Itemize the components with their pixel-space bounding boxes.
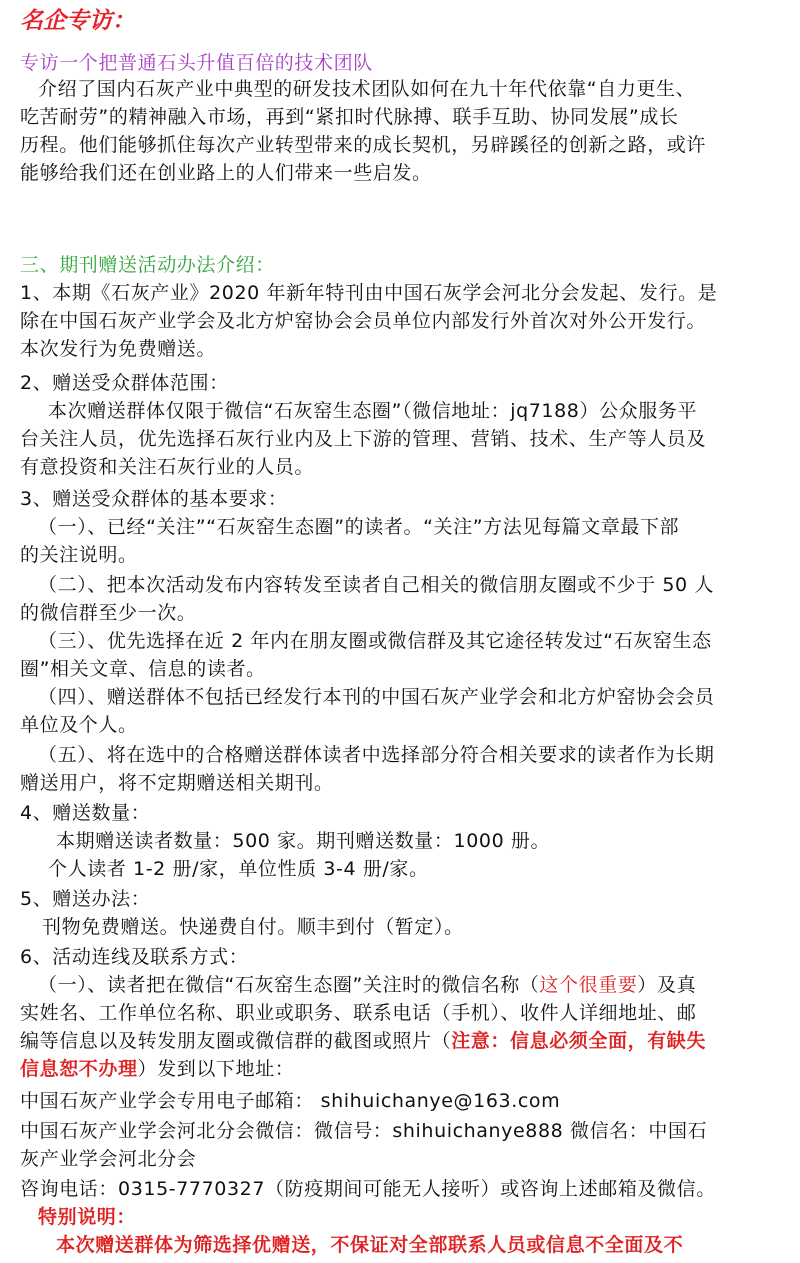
item3-1-line: 的关注说明。 [20,544,138,566]
item2-line: 台关注人员，优先选择石灰行业内及上下游的管理、营销、技术、生产等人员及 [20,428,707,450]
emphasis-text: 信息恕不办理 [20,1058,138,1080]
item6-line-d: 信息恕不办理）发到以下地址： [20,1058,295,1080]
emphasis-text: 这个很重要 [539,974,638,996]
email-line: 中国石灰产业学会专用电子邮箱： shihuichanye@163.com [20,1090,561,1112]
interview-line: 吃苦耐劳”的精神融入市场，再到“紧扣时代脉搏、联手互助、协同发展”成长 [20,106,679,128]
item2-line: 有意投资和关注石灰行业的人员。 [20,456,315,478]
item6-line-b: 实姓名、工作单位名称、职业或职务、联系电话（手机）、收件人详细地址、邮 [20,1002,697,1024]
phone-line: 咨询电话：0315-7770327（防疫期间可能无人接听）或咨询上述邮箱及微信。 [20,1178,716,1200]
item1-line: 本次发行为免费赠送。 [20,338,217,360]
item2-line: 本次赠送群体仅限于微信“石灰窑生态圈”（微信地址：jq7188）公众服务平 [48,400,698,422]
item3-5-line: （五）、将在选中的合格赠送群体读者中选择部分符合相关要求的读者作为长期 [38,744,715,766]
item3-3-line: （三）、优先选择在近 2 年内在朋友圈或微信群及其它途径转发过“石灰窑生态 [38,630,712,652]
item4-line: 个人读者 1-2 册/家，单位性质 3-4 册/家。 [48,858,429,880]
item4-title: 4、赠送数量： [20,802,151,824]
item3-3-line: 圈”相关文章、信息的读者。 [20,658,266,680]
item5-title: 5、赠送办法： [20,888,151,910]
item3-4-line: （四）、赠送群体不包括已经发行本刊的中国石灰产业学会和北方炉窑协会会员 [38,686,715,708]
item1-line: 1、本期《石灰产业》2020 年新年特刊由中国石灰学会河北分会发起、发行。是 [20,282,718,304]
item3-2-line: （二）、把本次活动发布内容转发至读者自己相关的微信朋友圈或不少于 50 人 [38,574,714,596]
emphasis-text: 注意：信息必须全面，有缺失 [451,1030,707,1052]
interview-line: 介绍了国内石灰产业中典型的研发技术团队如何在九十年代依靠“自力更生、 [38,78,696,100]
wechat-line: 灰产业学会河北分会 [20,1148,197,1170]
item6-line-c: 编等信息以及转发朋友圈或微信群的截图或照片（注意：信息必须全面，有缺失 [20,1030,707,1052]
interview-line: 历程。他们能够抓住每次产业转型带来的成长契机，另辟蹊径的创新之路，或许 [20,134,707,156]
item6-title: 6、活动连线及联系方式： [20,946,249,968]
page-heading: 名企专访： [20,8,135,34]
special-title: 特别说明： [38,1206,137,1228]
item5-line: 刊物免费赠送。快递费自付。顺丰到付（暂定）。 [42,916,464,938]
item4-line: 本期赠送读者数量：500 家。期刊赠送数量：1000 册。 [56,830,551,852]
section-title: 三、期刊赠送活动办法介绍： [20,254,275,276]
interview-subtitle: 专访一个把普通石头升值百倍的技术团队 [20,52,373,74]
item1-line: 除在中国石灰产业学会及北方炉窑协会会员单位内部发行外首次对外公开发行。 [20,310,707,332]
interview-line: 能够给我们还在创业路上的人们带来一些启发。 [20,162,432,184]
item3-4-line: 单位及个人。 [20,714,138,736]
item3-title: 3、赠送受众群体的基本要求： [20,488,288,510]
item3-1-line: （一）、已经“关注”“石灰窑生态圈”的读者。“关注”方法见每篇文章最下部 [38,516,680,538]
wechat-line: 中国石灰产业学会河北分会微信：微信号：shihuichanye888 微信名：中国石 [20,1120,708,1142]
item3-5-line: 赠送用户，将不定期赠送相关期刊。 [20,772,334,794]
item3-2-line: 的微信群至少一次。 [20,602,197,624]
item2-title: 2、赠送受众群体范围： [20,372,229,394]
item6-line-a: （一）、读者把在微信“石灰窑生态圈”关注时的微信名称（这个很重要）及真 [38,974,697,996]
special-text: 本次赠送群体为筛选择优赠送，不保证对全部联系人员或信息不全面及不 [56,1234,684,1256]
